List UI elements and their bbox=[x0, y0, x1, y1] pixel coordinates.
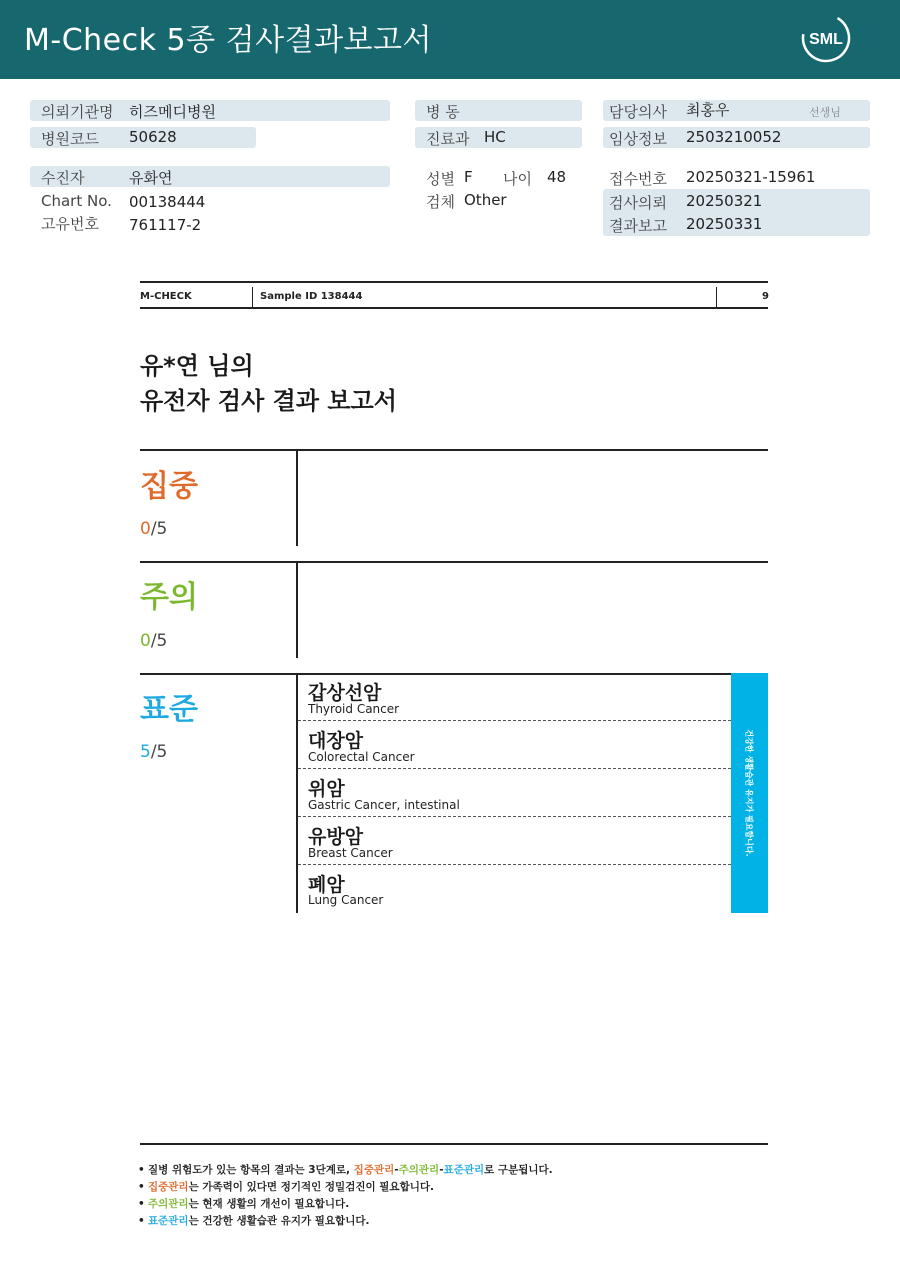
sex-value: F bbox=[464, 168, 473, 186]
list-item-ko: 유방암 bbox=[308, 826, 364, 848]
list-item-en: Thyroid Cancer bbox=[308, 702, 400, 716]
dept-value: HC bbox=[484, 128, 506, 146]
chart-no-value: 00138444 bbox=[129, 193, 206, 211]
clinical-label: 임상정보 bbox=[609, 130, 667, 148]
receipt-value: 20250321-15961 bbox=[686, 168, 816, 186]
clinical-value: 2503210052 bbox=[686, 128, 782, 146]
doctor-value: 최홍우 bbox=[686, 101, 730, 119]
list-item-en: Breast Cancer bbox=[308, 846, 393, 860]
sex-label: 성별 bbox=[426, 170, 455, 188]
unique-no-label: 고유번호 bbox=[41, 215, 99, 233]
footnote-3: • 주의관리는 현재 생활의 개선이 필요합니다. bbox=[138, 1198, 350, 1210]
logo-text: SML bbox=[809, 31, 843, 48]
sample-id: Sample ID 138444 bbox=[260, 291, 363, 302]
result-value: 20250331 bbox=[686, 215, 763, 233]
hospital-code-value: 50628 bbox=[129, 128, 177, 146]
examinee-label: 수진자 bbox=[41, 169, 85, 187]
footnote-rule bbox=[140, 1143, 768, 1145]
header-top-rule bbox=[140, 281, 768, 283]
list-item-ko: 폐암 bbox=[308, 874, 345, 896]
footnote-4: • 표준관리는 건강한 생활습관 유지가 필요합니다. bbox=[138, 1215, 370, 1227]
institution-label: 의뢰기관명 bbox=[41, 103, 114, 121]
focus-section-count: 0/5 bbox=[140, 519, 168, 539]
age-label: 나이 bbox=[503, 170, 532, 188]
standard-section-divider bbox=[296, 675, 298, 913]
doctor-suffix: 선생님 bbox=[809, 106, 841, 119]
dept-label: 진료과 bbox=[426, 130, 470, 148]
header-banner bbox=[0, 0, 900, 79]
item-separator bbox=[298, 816, 731, 817]
header-divider-right bbox=[716, 287, 717, 307]
standard-note: 건강한 생활습관 유지가 필요합니다. bbox=[744, 729, 754, 857]
list-item-en: Lung Cancer bbox=[308, 893, 384, 907]
receipt-label: 접수번호 bbox=[609, 170, 667, 188]
list-item-en: Gastric Cancer, intestinal bbox=[308, 798, 460, 812]
item-separator bbox=[298, 864, 731, 865]
item-separator bbox=[298, 768, 731, 769]
specimen-value: Other bbox=[464, 191, 507, 209]
caution-section-rule bbox=[140, 561, 768, 563]
chart-no-label: Chart No. bbox=[41, 192, 112, 210]
doctor-label: 담당의사 bbox=[609, 103, 667, 121]
list-item-ko: 대장암 bbox=[308, 730, 364, 752]
list-item-en: Colorectal Cancer bbox=[308, 750, 415, 764]
standard-note-box bbox=[731, 673, 768, 913]
list-item-ko: 위암 bbox=[308, 778, 345, 800]
unique-no-value: 761117-2 bbox=[129, 216, 202, 234]
page-number: 9 bbox=[762, 291, 769, 302]
report-heading-line1: 유*연 님의 bbox=[140, 352, 254, 380]
request-label: 검사의뢰 bbox=[609, 194, 667, 212]
brand-label: M-CHECK bbox=[140, 291, 192, 302]
specimen-label: 검체 bbox=[426, 193, 455, 211]
caution-section-count: 0/5 bbox=[140, 631, 168, 651]
list-item-ko: 갑상선암 bbox=[308, 682, 382, 704]
item-separator bbox=[298, 720, 731, 721]
focus-section-rule bbox=[140, 449, 768, 451]
caution-section-title: 주의 bbox=[140, 580, 198, 615]
focus-section-divider bbox=[296, 451, 298, 546]
standard-section-rule bbox=[140, 673, 768, 675]
header-divider bbox=[252, 287, 253, 307]
result-label: 결과보고 bbox=[609, 217, 667, 235]
request-value: 20250321 bbox=[686, 192, 763, 210]
hospital-code-label: 병원코드 bbox=[41, 130, 99, 148]
sml-logo bbox=[800, 12, 852, 64]
footnote-2: • 집중관리는 가족력이 있다면 정기적인 정밀검진이 필요합니다. bbox=[138, 1181, 434, 1193]
caution-section-divider bbox=[296, 563, 298, 658]
report-title: M-Check 5종 검사결과보고서 bbox=[24, 23, 432, 58]
standard-section-count: 5/5 bbox=[140, 742, 168, 762]
focus-section-title: 집중 bbox=[140, 469, 198, 504]
report-heading-line2: 유전자 검사 결과 보고서 bbox=[140, 387, 397, 415]
age-value: 48 bbox=[547, 168, 567, 186]
footnote-1: • 질병 위험도가 있는 항목의 결과는 3단계로, 집중관리-주의관리-표준관리로 구분됩니다. bbox=[138, 1164, 553, 1176]
examinee-value: 유화연 bbox=[129, 169, 173, 187]
institution-value: 히즈메디병원 bbox=[129, 103, 216, 121]
standard-section-title: 표준 bbox=[140, 692, 198, 727]
ward-label: 병 동 bbox=[426, 103, 460, 121]
header-bottom-rule bbox=[140, 307, 768, 309]
